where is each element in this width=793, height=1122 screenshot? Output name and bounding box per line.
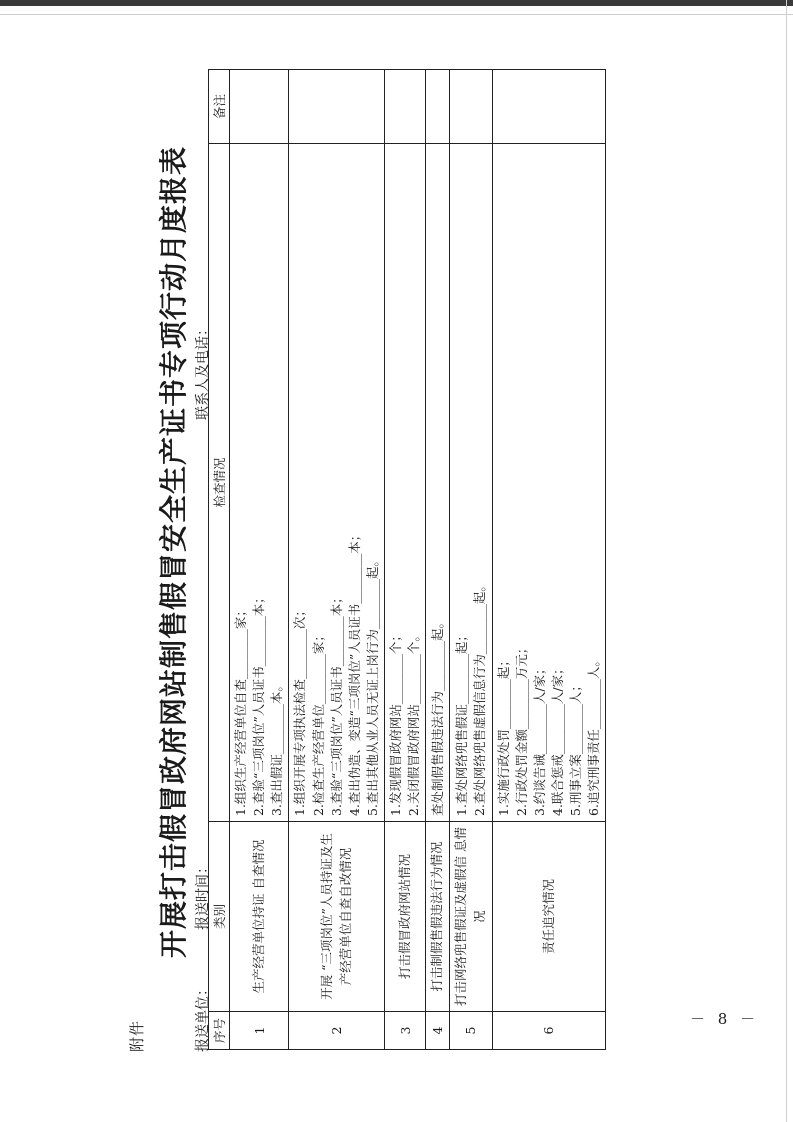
table-row (289, 70, 385, 1050)
table-row (426, 70, 450, 1050)
row-item: 查处制假售假违法行为________起。 (429, 615, 445, 816)
scan-top-border (0, 0, 793, 6)
row-item: 4.查出伪造、变造“三项岗位”人员证书________本； (346, 528, 362, 816)
row-items (385, 144, 426, 822)
header-inspection: 检查情况 (209, 144, 230, 822)
scan-top-line (0, 14, 793, 15)
scan-right-edge (786, 0, 787, 1122)
row-items (426, 144, 450, 822)
row-remarks (492, 70, 606, 144)
reporting-time-label: 报送时间： (195, 860, 211, 930)
row-seq: 3 (385, 1012, 426, 1050)
header-remarks: 备注 (209, 70, 230, 144)
row-item: 1.查处网络兜售假证________起； (453, 629, 469, 816)
row-items (492, 144, 606, 822)
row-category: 责任追究情况 (492, 822, 606, 1012)
row-seq: 4 (426, 1012, 450, 1050)
row-remarks (230, 70, 289, 144)
attachment-label: 附件 (128, 1019, 146, 1052)
page-number: － 8 － (690, 1010, 760, 1028)
row-item: 2.查验“三项岗位”人员证书________本； (251, 591, 267, 816)
row-category: 打击制假售假违法行为情况 (426, 822, 450, 1012)
row-item: 2.关闭假冒政府网站________个。 (406, 629, 422, 816)
header-seq: 序号 (209, 1012, 230, 1050)
row-seq: 5 (450, 1012, 493, 1050)
table-row (385, 70, 426, 1050)
row-item: 6.追究刑事责任________人。 (586, 654, 602, 816)
row-item: 4.联合惩戒________人/家； (549, 662, 565, 816)
row-seq: 2 (289, 1012, 385, 1050)
row-item: 2.行政处罚金额________万元； (513, 641, 529, 816)
row-remarks (385, 70, 426, 144)
row-item: 5.刑事立案________人； (568, 679, 583, 816)
contact-label: 联系人及电话： (195, 322, 211, 420)
row-category: 打击假冒政府网站情况 (385, 822, 426, 1012)
table-row (450, 70, 493, 1050)
row-item: 3.查出假证________本。 (269, 679, 285, 816)
table-header-row (209, 70, 230, 1050)
row-item: 2.查处网络兜售虚假信息行为________起。 (471, 579, 487, 816)
row-category: 生产经营单位持证 自查情况 (230, 822, 289, 1012)
row-items (230, 144, 289, 822)
row-category: 开展 “三项岗位”人员持证及生产经营单位自查自改情况 (289, 822, 385, 1012)
row-items (289, 144, 385, 822)
row-remarks (450, 70, 493, 144)
rotated-page (126, 44, 646, 1060)
row-item: 3.约谈告诫________人/家； (531, 662, 547, 816)
row-remarks (289, 70, 385, 144)
document-title: 开展打击假冒政府网站制售假冒安全生产证书专项行动月度报表 (157, 146, 190, 959)
row-item: 2.检查生产经营单位________家； (310, 629, 326, 816)
row-item: 1.实施行政处罚________起； (495, 654, 511, 816)
row-item: 1.组织开展专项执法检查________次； (292, 604, 308, 816)
row-item: 3.查验“三项岗位”人员证书________本； (328, 591, 344, 816)
row-seq: 1 (230, 1012, 289, 1050)
row-remarks (426, 70, 450, 144)
row-item: 1.组织生产经营单位自查________家； (233, 604, 248, 816)
table-row (230, 70, 289, 1050)
reporting-unit-label: 报送单位： (195, 982, 211, 1052)
row-item: 5.查出其他从业人员无证上岗行为________起。 (364, 554, 380, 816)
row-category: 打击网络兜售假证及虚假信 息情况 (450, 822, 493, 1012)
row-seq: 6 (492, 1012, 606, 1050)
header-category: 类别 (209, 822, 230, 1012)
row-item: 1.发现假冒政府网站________个； (388, 629, 403, 816)
report-table (208, 69, 606, 1050)
row-items (450, 144, 493, 822)
table-row (492, 70, 606, 1050)
